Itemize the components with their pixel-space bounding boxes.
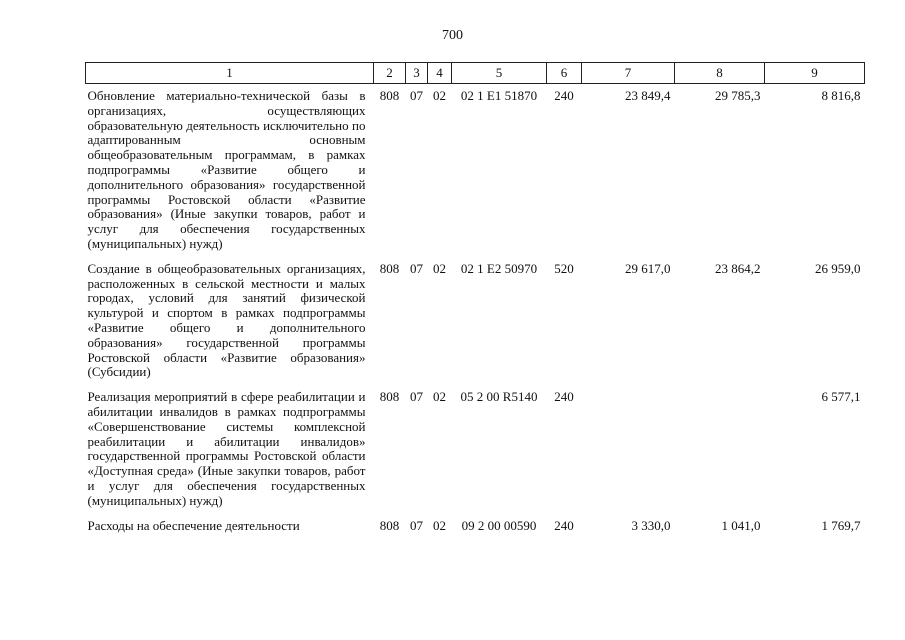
table-row bbox=[86, 385, 865, 513]
table-header bbox=[86, 63, 865, 84]
row-description: Обновление материально-технической базы в организациях, осуществляющих образовательную деятельность исключительно по адаптированным основным общеобразовательным программам, в рамках подпрограммы «Развитие общего и дополнительного образования» государственной программы Ростовской области «Развитие образования» (Иные закупки товаров, работ и услуг для обеспечения государственных (муниципальных) нужд) bbox=[87, 88, 366, 251]
row-amount-2: 23 864,2 bbox=[715, 260, 761, 276]
header-cell-4: 4 bbox=[428, 63, 452, 84]
row-amount-2 bbox=[675, 385, 765, 513]
row-expense-type: 240 bbox=[554, 389, 574, 405]
header-cell-5: 5 bbox=[452, 63, 547, 84]
row-amount-3: 1 769,7 bbox=[821, 517, 861, 533]
row-section: 07 bbox=[410, 88, 423, 103]
header-cell-7: 7 bbox=[582, 63, 675, 84]
header-cell-1: 1 bbox=[86, 63, 374, 84]
table-row bbox=[86, 257, 865, 385]
row-ministry-code: 808 bbox=[379, 260, 400, 276]
row-section: 07 bbox=[410, 517, 423, 533]
row-subsection: 02 bbox=[433, 88, 446, 103]
row-description: Расходы на обеспечение деятельности bbox=[87, 517, 300, 533]
row-target-article: 05 2 00 R5140 bbox=[460, 389, 538, 405]
row-amount-3: 26 959,0 bbox=[815, 260, 861, 276]
header-cell-9: 9 bbox=[765, 63, 865, 84]
table-row bbox=[86, 514, 865, 539]
row-target-article: 02 1 E2 50970 bbox=[460, 260, 538, 276]
row-amount-3: 8 816,8 bbox=[821, 88, 861, 103]
row-ministry-code: 808 bbox=[379, 517, 400, 533]
table-row bbox=[86, 84, 865, 257]
row-target-article: 02 1 E1 51870 bbox=[460, 88, 538, 103]
row-target-article: 09 2 00 00590 bbox=[461, 517, 537, 533]
row-subsection: 02 bbox=[433, 389, 446, 405]
row-subsection: 02 bbox=[433, 260, 446, 276]
row-subsection: 02 bbox=[433, 517, 446, 533]
row-amount-3: 6 577,1 bbox=[821, 389, 861, 405]
row-section: 07 bbox=[410, 260, 423, 276]
budget-table bbox=[85, 62, 865, 538]
row-amount-1: 3 330,0 bbox=[631, 517, 671, 533]
row-amount-2: 1 041,0 bbox=[721, 517, 761, 533]
row-description: Реализация мероприятий в сфере реабилитации и абилитации инвалидов в рамках подпрограммы «Совершенствование системы комплексной реабилитации и абилитации инвалидов» государственной программы Ростовской области «Доступная среда» (Иные закупки товаров, работ и услуг для обеспечения государственных (муниципальных) нужд) bbox=[87, 389, 366, 508]
row-amount-1 bbox=[582, 385, 675, 513]
row-amount-1: 29 617,0 bbox=[625, 260, 671, 276]
header-cell-6: 6 bbox=[547, 63, 582, 84]
row-amount-1: 23 849,4 bbox=[625, 88, 671, 103]
row-expense-type: 240 bbox=[554, 517, 574, 533]
table-body bbox=[86, 84, 865, 539]
row-section: 07 bbox=[410, 389, 423, 405]
row-ministry-code: 808 bbox=[379, 389, 400, 405]
row-description: Создание в общеобразовательных организациях, расположенных в сельской местности и малых городах, условий для занятий физической культурой и спортом в рамках подпрограммы «Развитие общего и дополнительного образования» государственной программы Ростовской области «Развитие образования» (Субсидии) bbox=[87, 260, 366, 380]
header-row bbox=[86, 63, 865, 84]
header-cell-8: 8 bbox=[675, 63, 765, 84]
row-ministry-code: 808 bbox=[379, 88, 400, 103]
header-cell-2: 2 bbox=[374, 63, 406, 84]
row-amount-2: 29 785,3 bbox=[715, 88, 761, 103]
header-cell-3: 3 bbox=[406, 63, 428, 84]
row-expense-type: 240 bbox=[554, 88, 574, 103]
row-expense-type: 520 bbox=[554, 260, 574, 276]
page-number: 700 bbox=[442, 28, 463, 43]
